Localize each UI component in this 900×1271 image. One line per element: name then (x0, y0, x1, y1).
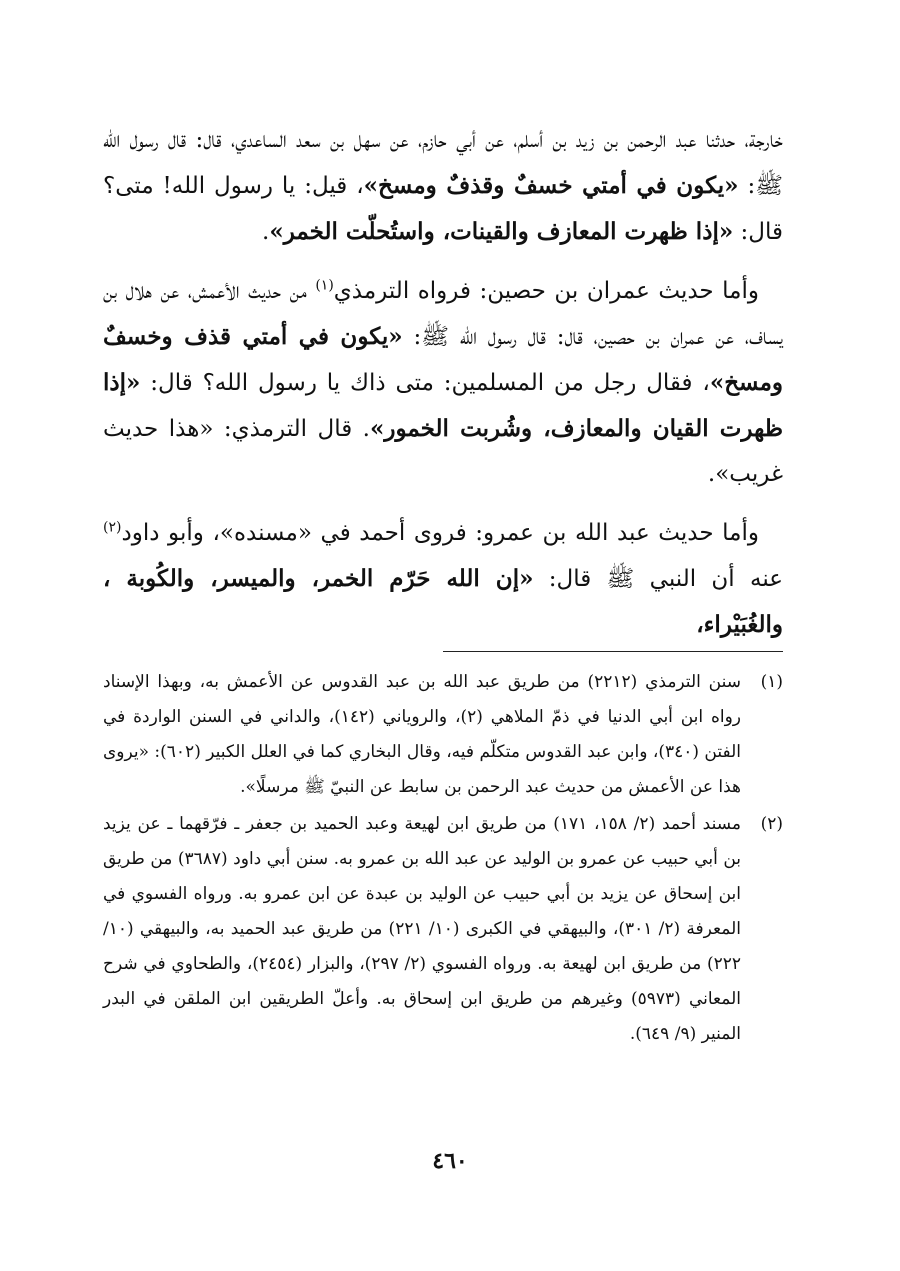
paragraph-1: خارجة، حدثنا عبد الرحمن بن زيد بن أسلم، عن أبي حازم، عن سهل بن سعد الساعدي، قال: قال رسول الله ﷺ: «يكون في أمتي خسفٌ وقذفٌ ومسخ»، قيل: يا رسول الله! متى؟ قال: «إذا ظهرت المعازف والقينات، واستُحلّت الخمر». (103, 127, 783, 245)
footnote-ref-1[interactable]: (١) (315, 277, 334, 294)
footnote-text: سنن الترمذي (٢٢١٢) من طريق عبد الله بن عبد القدوس عن الأعمش به، وبهذا الإسناد رواه ابن أبي الدنيا في ذمّ الملاهي (٢)، والروياني (١٤٢)، والداني في السنن الواردة في الفتن (٣٤٠)، وابن عبد القدوس متكلّم فيه، وقال البخاري كما في العلل الكبير (٦٠٢): «يروى هذا عن الأعمش من حديث عبد الرحمن بن سابط عن النبيّ ﷺ مرسلًا». (103, 672, 742, 797)
paragraph-2: وأما حديث عمران بن حصين: فرواه الترمذي$^{(١)}$ من حديث الأعمش، عن هلال بن يساف، عن عمران بن حصين، قال: قال رسول الله ﷺ: «يكون في أمتي قذف وخسفٌ ومسخ»، فقال رجل من المسلمين: متى ذاك يا رسول الله؟ قال: «إذا ظهرت القيان والمعازف، وشُربت الخمور». قال الترمذي: «هذا حديث غريب». (103, 277, 784, 487)
footnote-number: (١) (760, 672, 783, 692)
page-number: ٤٦٠ (432, 1148, 468, 1174)
footnote-number: (٢) (760, 814, 783, 834)
footnotes (103, 665, 783, 1054)
paragraph-3: وأما حديث عبد الله بن عمرو: فروى أحمد في «مسنده»، وأبو داود$^{(٢)}$ عنه أن النبي ﷺ قال: «إن الله حَرّم الخمر، والميسر، والكُوبة ، والغُبَيْراء، (103, 519, 783, 638)
main-text (103, 118, 783, 662)
footnote-1 (103, 665, 783, 805)
footnote-ref-2[interactable]: (٢) (103, 519, 122, 536)
footnote-text: مسند أحمد (٢/ ١٥٨، ١٧١) من طريق ابن لهيعة وعبد الحميد بن جعفر ـ فرّقهما ـ عن يزيد بن أبي حبيب عن عمرو بن الوليد عن عبد الله بن عمرو به. سنن أبي داود (٣٦٨٧) من طريق ابن إسحاق عن يزيد بن أبي حبيب عن الوليد بن عبدة عن ابن عمرو به. ورواه الفسوي في المعرفة (٢/ ٣٠١)، والبيهقي في الكبرى (١٠/ ٢٢١) من طريق عبد الحميد به، والبيهقي (١٠/ ٢٢٢) من طريق ابن لهيعة به. ورواه الفسوي (٢/ ٢٩٧)، والبزار (٢٤٥٤)، والطحاوي في شرح المعاني (٥٩٧٣) وغيرهم من طريق ابن إسحاق به. وأعلّ الطريقين ابن الملقن في البدر المنير (٩/ ٦٤٩). (103, 814, 741, 1044)
footnote-2 (103, 807, 783, 1052)
footnote-separator (443, 651, 783, 652)
